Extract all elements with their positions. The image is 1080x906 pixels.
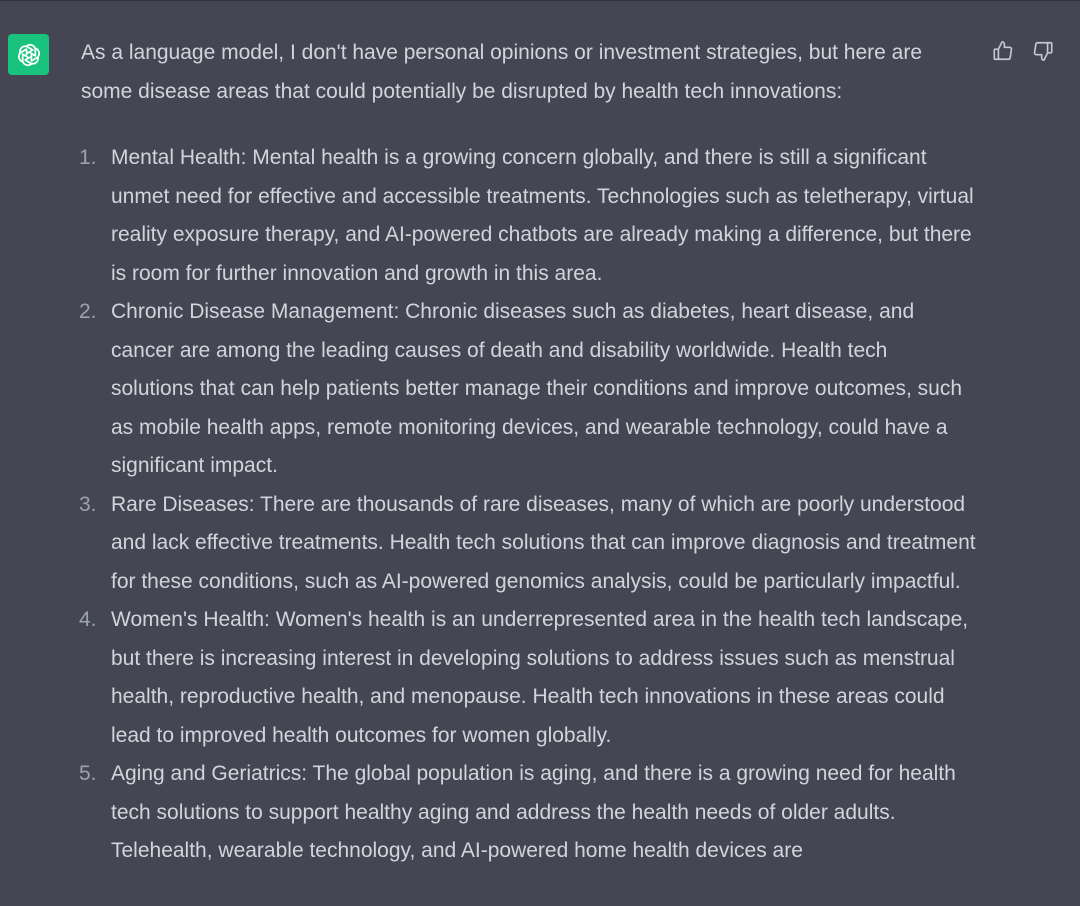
list-item [81, 293, 976, 486]
list-item-text: Aging and Geriatrics: The global population is aging, and there is a growing need for health tech solutions to support healthy aging and address the health needs of older adults. Telehealth, wearable technology, and AI-powered home health devices are [111, 762, 956, 862]
list-item-text: Women's Health: Women's health is an underrepresented area in the health tech landscape, but there is increasing interest in developing solutions to address issues such as menstrual health, reproductive health, and menopause. Health tech innovations in these areas could lead to improved health outcomes for women globally. [111, 608, 969, 747]
openai-logo-icon [15, 41, 43, 69]
assistant-message [81, 34, 976, 871]
list-item-text: Chronic Disease Management: Chronic diseases such as diabetes, heart disease, and cancer are among the leading causes of death and disability worldwide. Health tech solutions that can help patients better manage their conditions and improve outcomes, such as mobile health apps, remote monitoring devices, and wearable technology, could have a significant impact. [111, 300, 963, 477]
list-item-text: Mental Health: Mental health is a growing concern globally, and there is still a significant unmet need for effective and accessible treatments. Technologies such as teletherapy, virtual reality exposure therapy, and AI-powered chatbots are already making a difference, but there is room for further innovation and growth in this area. [111, 146, 974, 285]
list-item-number: 3. [79, 492, 97, 516]
thumbs-down-button[interactable] [1030, 38, 1056, 64]
list-item-number: 1. [79, 146, 97, 169]
list-item [81, 601, 976, 755]
list-item-number: 5. [79, 762, 97, 785]
list-item [81, 139, 976, 293]
list-item-text: Rare Diseases: There are thousands of rare diseases, many of which are poorly understood and lack effective treatments. Health tech solutions that can improve diagnosis and treatment for these conditions, such as AI-powered genomics analysis, could be particularly impactful. [111, 492, 976, 593]
list-item-number: 2. [79, 300, 97, 323]
list-item-number: 4. [79, 608, 97, 631]
list-item [81, 486, 976, 602]
thumbs-up-icon [992, 40, 1014, 62]
message-feedback [990, 38, 1056, 64]
assistant-avatar [8, 34, 49, 75]
top-divider [0, 0, 1080, 1]
thumbs-up-button[interactable] [990, 38, 1016, 64]
thumbs-down-icon [1032, 40, 1054, 62]
disease-area-list [81, 139, 976, 871]
list-item [81, 755, 976, 871]
message-intro: As a language model, I don't have personal opinions or investment strategies, but here are some disease areas that could potentially be disrupted by health tech innovations: [81, 41, 923, 103]
